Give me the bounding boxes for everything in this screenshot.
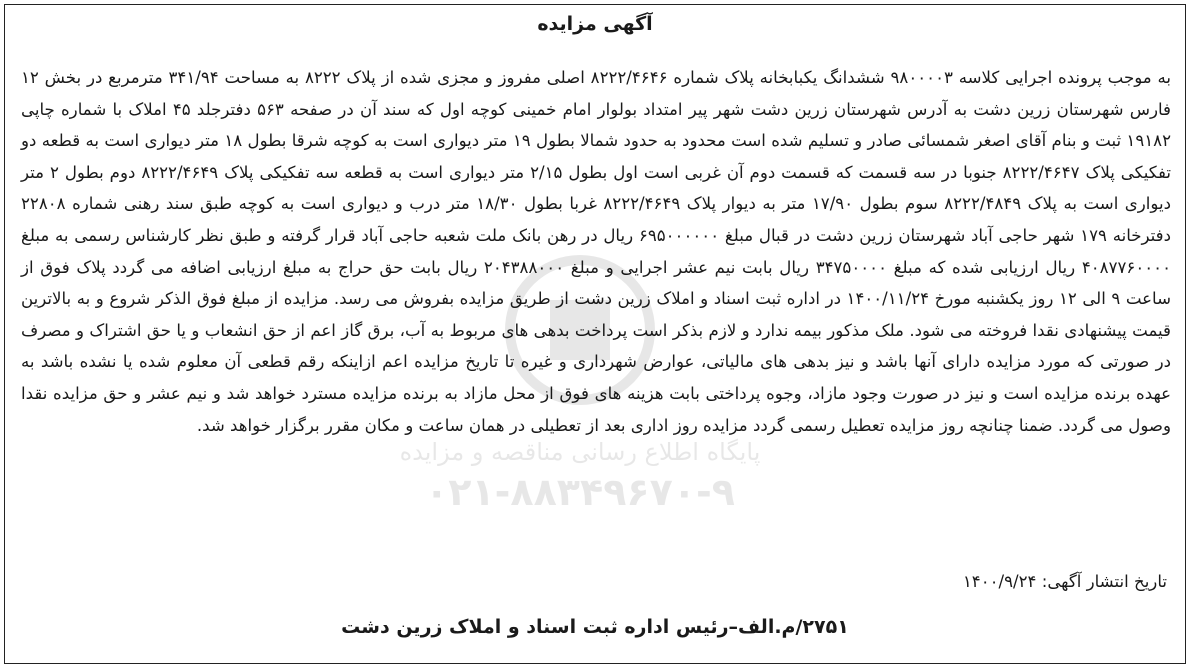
- publish-date: تاریخ انتشار آگهی: ۱۴۰۰/۹/۲۴: [962, 572, 1167, 591]
- notice-frame: [4, 4, 1186, 664]
- signature-line: ۲۷۵۱/م.الف–رئیس اداره ثبت اسناد و املاک زرین دشت: [341, 616, 849, 638]
- notice-body: به موجب پرونده اجرایی کلاسه ۹۸۰۰۰۰۳ ششدانگ یکبابخانه پلاک شماره ۸۲۲۲/۴۶۴۶ اصلی مفروز و مجزی شده از پلاک ۸۲۲۲ به مساحت ۳۴۱/۹۴ مترمربع در بخش ۱۲ فارس شهرستان زرین دشت به آدرس شهرستان زرین دشت شهر پیر امتداد بولوار امام خمینی کوچه اول که سند آن در صفحه ۵۶۳ دفترجلد ۴۵ املاک با شماره چاپی ۱۹۱۸۲ ثبت و بنام آقای اصغر شمسائی صادر و تسلیم شده است محدود به حدود شمالا بطول ۱۹ متر دیواری است به کوچه شرقا بطول ۱۸ متر دیواری است به قطعه دو تفکیکی پلاک ۸۲۲۲/۴۶۴۷ جنوبا در سه قسمت که قسمت دوم آن غربی است اول بطول ۲/۱۵ متر دیواری است به قطعه سه تفکیکی پلاک ۸۲۲۲/۴۶۴۹ دوم بطول ۲ متر دیواری است به پلاک ۸۲۲۲/۴۸۴۹ سوم بطول ۱۷/۹۰ متر به دیوار پلاک ۸۲۲۲/۴۶۴۹ غربا بطول ۱۸/۳۰ متر درب و دیواری است به کوچه طبق سند رهنی شماره ۲۲۸۰۸ دفترخانه ۱۷۹ شهر حاجی آباد شهرستان زرین دشت در قبال مبلغ ۶۹۵۰۰۰۰۰۰ ریال در رهن بانک ملت شعبه حاجی آباد قرار گرفته و طبق نظر کارشناس رسمی به مبلغ ۴۰۸۷۷۶۰۰۰۰ ریال ارزیابی شده که مبلغ ۳۴۷۵۰۰۰۰ ریال بابت نیم عشر اجرایی و مبلغ ۲۰۴۳۸۸۰۰۰ ریال بابت حق حراج به مبلغ ارزیابی اضافه می گردد پلاک فوق از ساعت ۹ الی ۱۲ روز یکشنبه مورخ ۱۴۰۰/۱۱/۲۴ در اداره ثبت اسناد و املاک زرین دشت از طریق مزایده بفروش می رسد. مزایده از مبلغ فوق الذکر شروع و به بالاترین قیمت پیشنهادی نقدا فروخته می شود. ملک مذکور بیمه ندارد و لازم بذکر است پرداخت بدهی های مربوط به آب، برق گاز اعم از حق انشعاب و یا حق اشتراک و مصرف در صورتی که مورد مزایده دارای آنها باشد و نیز بدهی های مالیاتی، عوارض شهرداری و غیره تا تاریخ مزایده اعم ازاینکه رقم قطعی آن معلوم شده یا نشده باشد به عهده برنده مزایده است و نیز در صورت وجود مازاد، وجوه پرداختی بابت هزینه های فوق از محل مازاد به برنده مزایده مسترد خواهد شد و نیم عشر و حق مزایده نقدا وصول می گردد. ضمنا چنانچه روز مزایده تعطیل رسمی گردد مزایده روز اداری بعد از تعطیلی در همان ساعت و مکان مقرر برگزار خواهد شد.: [21, 68, 1172, 435]
- notice-title: آگهی مزایده: [537, 13, 653, 35]
